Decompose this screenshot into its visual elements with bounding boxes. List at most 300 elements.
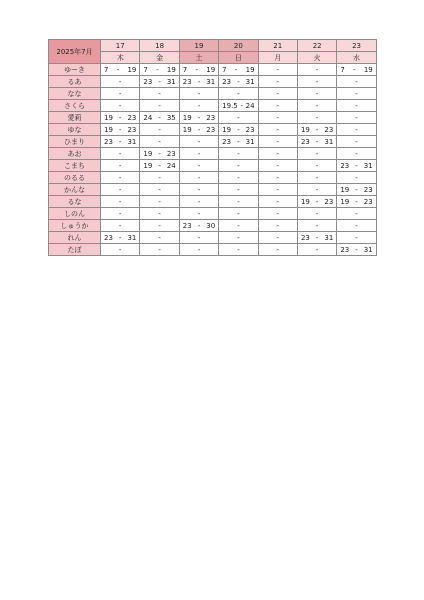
shift-start: 19	[340, 197, 350, 206]
shift-cell	[101, 148, 140, 160]
shift-cell	[140, 220, 179, 232]
shift-start: 19	[300, 125, 310, 134]
shift-cell	[297, 136, 336, 148]
weekday-name: 火	[297, 52, 336, 64]
shift-start: 19	[182, 113, 192, 122]
range-separator: -	[118, 125, 122, 134]
no-shift-mark: -	[315, 89, 319, 98]
shift-end: 31	[324, 137, 334, 146]
shift-cell	[101, 196, 140, 208]
no-shift-mark: -	[276, 77, 280, 86]
no-shift-mark: -	[197, 245, 201, 254]
shift-cell	[258, 160, 297, 172]
shift-cell	[219, 124, 258, 136]
no-shift-mark: -	[197, 233, 201, 242]
shift-cell	[219, 208, 258, 220]
no-shift-mark: -	[237, 245, 240, 254]
shift-cell	[179, 64, 218, 76]
no-shift-mark: -	[158, 245, 161, 254]
shift-end: 23	[245, 125, 255, 134]
shift-start: 19	[104, 113, 113, 122]
range-separator: -	[237, 137, 240, 146]
staff-row	[49, 88, 377, 100]
shift-start: 23	[300, 137, 310, 146]
shift-cell	[179, 208, 218, 220]
shift-cell	[101, 172, 140, 184]
staff-name: しのん	[49, 208, 101, 220]
shift-cell	[337, 148, 376, 160]
staff-row	[49, 124, 377, 136]
shift-cell	[101, 160, 140, 172]
range-separator: -	[158, 77, 161, 86]
shift-cell	[219, 112, 258, 124]
staff-name: るあ	[49, 76, 101, 88]
no-shift-mark: -	[118, 173, 122, 182]
no-shift-mark: -	[315, 209, 319, 218]
shift-cell	[219, 100, 258, 112]
month-title: 2025年7月	[49, 40, 101, 64]
no-shift-mark: -	[276, 65, 280, 74]
no-shift-mark: -	[276, 101, 280, 110]
weekday-name: 土	[179, 52, 218, 64]
shift-end: 19	[166, 65, 176, 74]
shift-cell	[297, 220, 336, 232]
shift-end: 31	[245, 77, 255, 86]
shift-start: 19	[222, 125, 232, 134]
shift-cell	[179, 100, 218, 112]
no-shift-mark: -	[237, 221, 240, 230]
shift-end: 23	[363, 185, 373, 194]
no-shift-mark: -	[276, 245, 280, 254]
shift-start: 23	[222, 137, 232, 146]
day-number: 20	[219, 40, 258, 52]
shift-cell	[219, 172, 258, 184]
no-shift-mark: -	[276, 233, 280, 242]
shift-cell	[337, 232, 376, 244]
range-separator: -	[158, 149, 161, 158]
no-shift-mark: -	[197, 149, 201, 158]
no-shift-mark: -	[355, 125, 358, 134]
day-number: 18	[140, 40, 179, 52]
staff-row	[49, 112, 377, 124]
shift-cell	[140, 76, 179, 88]
no-shift-mark: -	[158, 221, 161, 230]
range-separator: -	[355, 161, 358, 170]
no-shift-mark: -	[355, 173, 358, 182]
day-number: 17	[101, 40, 140, 52]
shift-start: 7	[104, 65, 109, 74]
no-shift-mark: -	[118, 197, 122, 206]
shift-cell	[179, 88, 218, 100]
shift-cell	[258, 124, 297, 136]
staff-row	[49, 220, 377, 232]
shift-cell	[297, 244, 336, 256]
shift-end: 23	[166, 149, 176, 158]
shift-cell	[140, 124, 179, 136]
shift-start: 23	[104, 137, 113, 146]
shift-cell	[101, 136, 140, 148]
staff-name: しゅうか	[49, 220, 101, 232]
shift-cell	[179, 172, 218, 184]
range-separator: -	[197, 77, 201, 86]
staff-name: るな	[49, 196, 101, 208]
range-separator: -	[234, 65, 238, 74]
shift-cell	[179, 160, 218, 172]
no-shift-mark: -	[237, 185, 240, 194]
shift-cell	[337, 64, 376, 76]
staff-name: ゆな	[49, 124, 101, 136]
range-separator: -	[118, 137, 122, 146]
staff-row	[49, 232, 377, 244]
shift-end: 19	[363, 65, 373, 74]
staff-name: のるる	[49, 172, 101, 184]
shift-end: 31	[324, 233, 334, 242]
shift-cell	[101, 124, 140, 136]
shift-cell	[258, 244, 297, 256]
weekday-name: 月	[258, 52, 297, 64]
staff-row	[49, 100, 377, 112]
no-shift-mark: -	[197, 185, 201, 194]
shift-cell	[219, 244, 258, 256]
weekday-name: 金	[140, 52, 179, 64]
shift-cell	[140, 196, 179, 208]
shift-cell	[140, 64, 179, 76]
staff-row	[49, 160, 377, 172]
schedule-sheet	[48, 39, 377, 256]
range-separator: -	[197, 113, 201, 122]
no-shift-mark: -	[355, 221, 358, 230]
shift-cell	[219, 76, 258, 88]
range-separator: -	[237, 77, 240, 86]
range-separator: -	[315, 125, 319, 134]
staff-name: こまち	[49, 160, 101, 172]
shift-start: 23	[182, 77, 192, 86]
staff-row	[49, 64, 377, 76]
no-shift-mark: -	[197, 137, 201, 146]
no-shift-mark: -	[197, 89, 201, 98]
shift-start: 19	[104, 125, 113, 134]
shift-cell	[258, 184, 297, 196]
shift-cell	[337, 220, 376, 232]
shift-cell	[140, 208, 179, 220]
no-shift-mark: -	[197, 209, 201, 218]
shift-cell	[297, 172, 336, 184]
no-shift-mark: -	[237, 149, 240, 158]
header-day-number-row	[49, 40, 377, 52]
range-separator: -	[197, 125, 201, 134]
range-separator: -	[116, 65, 120, 74]
shift-cell	[140, 172, 179, 184]
shift-start: 19	[340, 185, 350, 194]
shift-cell	[101, 100, 140, 112]
shift-start: 23	[143, 77, 153, 86]
shift-start: 19	[300, 197, 310, 206]
no-shift-mark: -	[158, 137, 161, 146]
shift-cell	[297, 64, 336, 76]
no-shift-mark: -	[118, 149, 122, 158]
no-shift-mark: -	[197, 173, 201, 182]
staff-name: なな	[49, 88, 101, 100]
range-separator: -	[355, 245, 358, 254]
range-separator: -	[195, 65, 199, 74]
shift-cell	[140, 184, 179, 196]
staff-name: さくら	[49, 100, 101, 112]
no-shift-mark: -	[276, 185, 280, 194]
shift-start: 23	[182, 221, 192, 230]
shift-end: 19	[206, 65, 216, 74]
no-shift-mark: -	[315, 185, 319, 194]
no-shift-mark: -	[197, 197, 201, 206]
shift-start: 7	[340, 65, 345, 74]
staff-name: ゆーき	[49, 64, 101, 76]
shift-cell	[258, 136, 297, 148]
shift-cell	[337, 112, 376, 124]
shift-start: 23	[300, 233, 310, 242]
shift-end: 23	[324, 125, 334, 134]
shift-end: 35	[166, 113, 176, 122]
shift-cell	[140, 160, 179, 172]
shift-cell	[337, 100, 376, 112]
no-shift-mark: -	[355, 77, 358, 86]
shift-cell	[101, 232, 140, 244]
no-shift-mark: -	[355, 89, 358, 98]
shift-end: 24	[245, 101, 255, 110]
shift-end: 31	[127, 233, 137, 242]
range-separator: -	[156, 65, 159, 74]
no-shift-mark: -	[158, 209, 161, 218]
staff-row	[49, 76, 377, 88]
shift-end: 19	[127, 65, 137, 74]
shift-cell	[337, 208, 376, 220]
shift-cell	[297, 112, 336, 124]
shift-cell	[140, 148, 179, 160]
shift-cell	[101, 76, 140, 88]
shift-cell	[179, 196, 218, 208]
no-shift-mark: -	[315, 161, 319, 170]
shift-start: 24	[143, 113, 153, 122]
shift-cell	[337, 184, 376, 196]
shift-cell	[297, 76, 336, 88]
shift-cell	[337, 244, 376, 256]
shift-cell	[337, 160, 376, 172]
no-shift-mark: -	[276, 209, 280, 218]
shift-cell	[140, 244, 179, 256]
no-shift-mark: -	[315, 65, 319, 74]
shift-cell	[258, 232, 297, 244]
shift-end: 23	[206, 125, 216, 134]
day-number: 19	[179, 40, 218, 52]
shift-end: 31	[127, 137, 137, 146]
day-number: 23	[337, 40, 376, 52]
shift-cell	[140, 112, 179, 124]
no-shift-mark: -	[197, 101, 201, 110]
no-shift-mark: -	[355, 101, 358, 110]
no-shift-mark: -	[237, 89, 240, 98]
weekday-name: 日	[219, 52, 258, 64]
shift-cell	[258, 172, 297, 184]
no-shift-mark: -	[118, 77, 122, 86]
shift-cell	[219, 160, 258, 172]
no-shift-mark: -	[355, 137, 358, 146]
no-shift-mark: -	[118, 221, 122, 230]
shift-cell	[219, 232, 258, 244]
no-shift-mark: -	[237, 197, 240, 206]
range-separator: -	[118, 113, 122, 122]
shift-cell	[140, 88, 179, 100]
no-shift-mark: -	[355, 233, 358, 242]
shift-start: 7	[182, 65, 188, 74]
shift-cell	[140, 232, 179, 244]
staff-row	[49, 208, 377, 220]
shift-cell	[297, 88, 336, 100]
no-shift-mark: -	[355, 149, 358, 158]
shift-end: 31	[166, 77, 176, 86]
no-shift-mark: -	[276, 149, 280, 158]
range-separator: -	[240, 101, 243, 110]
shift-end: 19	[245, 65, 255, 74]
no-shift-mark: -	[237, 113, 240, 122]
no-shift-mark: -	[118, 89, 122, 98]
shift-cell	[297, 148, 336, 160]
shift-end: 31	[245, 137, 255, 146]
shift-cell	[179, 232, 218, 244]
shift-cell	[219, 184, 258, 196]
shift-cell	[219, 136, 258, 148]
shift-start: 23	[222, 77, 232, 86]
shift-cell	[140, 100, 179, 112]
shift-cell	[219, 196, 258, 208]
staff-row	[49, 136, 377, 148]
range-separator: -	[355, 197, 358, 206]
staff-row	[49, 196, 377, 208]
no-shift-mark: -	[355, 209, 358, 218]
no-shift-mark: -	[158, 233, 161, 242]
staff-row	[49, 148, 377, 160]
staff-name: 愛莉	[49, 112, 101, 124]
shift-cell	[258, 112, 297, 124]
shift-start: 19	[143, 161, 153, 170]
no-shift-mark: -	[158, 197, 161, 206]
shift-end: 24	[166, 161, 176, 170]
shift-end: 23	[363, 197, 373, 206]
shift-start: 19	[143, 149, 153, 158]
shift-end: 23	[127, 113, 137, 122]
shift-cell	[258, 220, 297, 232]
staff-name: たぼ	[49, 244, 101, 256]
no-shift-mark: -	[276, 89, 280, 98]
day-number: 21	[258, 40, 297, 52]
shift-cell	[337, 124, 376, 136]
no-shift-mark: -	[158, 101, 161, 110]
range-separator: -	[315, 197, 319, 206]
no-shift-mark: -	[315, 113, 319, 122]
shift-start: 7	[222, 65, 227, 74]
range-separator: -	[315, 233, 319, 242]
day-number: 22	[297, 40, 336, 52]
shift-end: 23	[206, 113, 216, 122]
shift-cell	[101, 64, 140, 76]
shift-cell	[258, 208, 297, 220]
no-shift-mark: -	[276, 137, 280, 146]
range-separator: -	[315, 137, 319, 146]
no-shift-mark: -	[158, 185, 161, 194]
shift-cell	[258, 100, 297, 112]
shift-cell	[337, 76, 376, 88]
range-separator: -	[237, 125, 240, 134]
shift-cell	[337, 88, 376, 100]
shift-cell	[219, 220, 258, 232]
shift-cell	[258, 64, 297, 76]
staff-name: れん	[49, 232, 101, 244]
shift-cell	[297, 208, 336, 220]
no-shift-mark: -	[276, 197, 280, 206]
shift-cell	[258, 88, 297, 100]
shift-cell	[219, 88, 258, 100]
range-separator: -	[197, 221, 201, 230]
shift-end: 31	[363, 245, 373, 254]
shift-cell	[297, 196, 336, 208]
no-shift-mark: -	[315, 149, 319, 158]
shift-cell	[179, 136, 218, 148]
shift-cell	[101, 88, 140, 100]
shift-cell	[219, 148, 258, 160]
shift-cell	[337, 136, 376, 148]
shift-start: 23	[104, 233, 113, 242]
shift-start: 23	[340, 161, 350, 170]
shift-cell	[337, 196, 376, 208]
shift-start: 23	[340, 245, 350, 254]
shift-cell	[179, 124, 218, 136]
no-shift-mark: -	[237, 173, 240, 182]
no-shift-mark: -	[315, 101, 319, 110]
shift-cell	[219, 64, 258, 76]
shift-cell	[179, 184, 218, 196]
shift-cell	[179, 148, 218, 160]
staff-name: かんな	[49, 184, 101, 196]
schedule-table	[48, 39, 377, 256]
no-shift-mark: -	[158, 89, 161, 98]
shift-cell	[179, 76, 218, 88]
no-shift-mark: -	[237, 161, 240, 170]
shift-start: 19	[182, 125, 192, 134]
shift-cell	[297, 100, 336, 112]
shift-cell	[297, 184, 336, 196]
shift-cell	[258, 196, 297, 208]
no-shift-mark: -	[276, 125, 280, 134]
range-separator: -	[353, 65, 356, 74]
shift-end: 23	[127, 125, 137, 134]
shift-cell	[297, 232, 336, 244]
no-shift-mark: -	[237, 233, 240, 242]
staff-name: ひまり	[49, 136, 101, 148]
shift-cell	[297, 160, 336, 172]
no-shift-mark: -	[118, 185, 122, 194]
range-separator: -	[355, 185, 358, 194]
shift-cell	[140, 136, 179, 148]
no-shift-mark: -	[315, 221, 319, 230]
range-separator: -	[158, 113, 161, 122]
no-shift-mark: -	[118, 245, 122, 254]
shift-cell	[101, 184, 140, 196]
shift-cell	[258, 148, 297, 160]
no-shift-mark: -	[118, 101, 122, 110]
shift-start: 7	[143, 65, 148, 74]
no-shift-mark: -	[197, 161, 201, 170]
no-shift-mark: -	[118, 209, 122, 218]
no-shift-mark: -	[315, 173, 319, 182]
shift-cell	[258, 76, 297, 88]
no-shift-mark: -	[276, 161, 280, 170]
